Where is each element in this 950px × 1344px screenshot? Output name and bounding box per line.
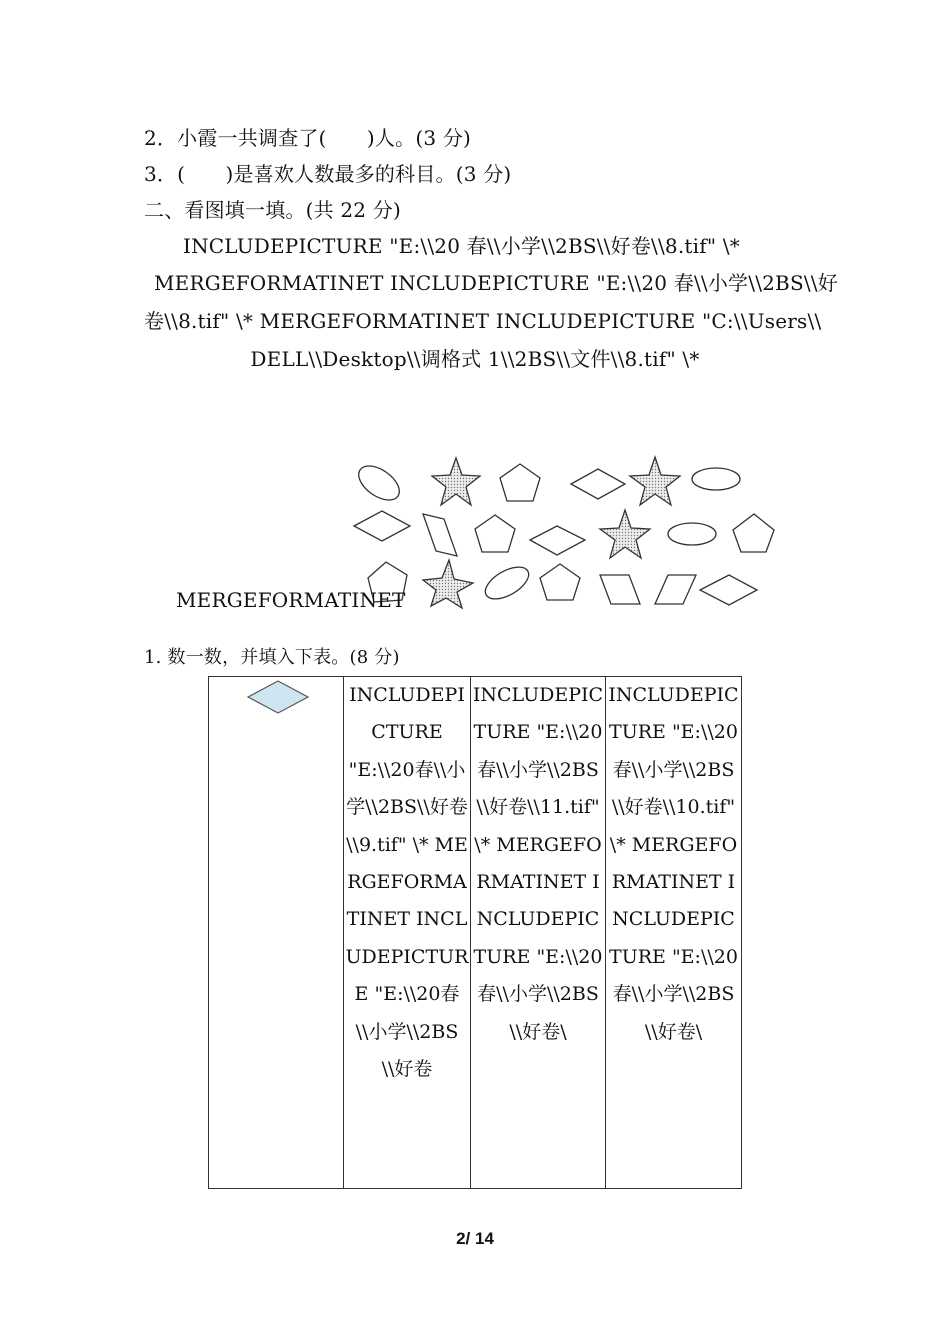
table-header-shape-cell bbox=[209, 677, 344, 1189]
pentagon-icon bbox=[475, 515, 515, 552]
table-cell bbox=[606, 677, 742, 1189]
rhombus-icon bbox=[530, 526, 585, 555]
star-icon bbox=[423, 560, 473, 608]
star-icon bbox=[600, 510, 650, 558]
ellipse-icon bbox=[480, 561, 534, 606]
page-number: 2/ 14 bbox=[456, 1229, 494, 1248]
star-icon bbox=[630, 457, 680, 505]
table-cell-text: INCLUDEPICTURE "E:\\20春\\小学\\2BS\\好卷\\11.tif" \* MERGEFORMATINET INCLUDEPICTURE "E:\\20春\\小学\\2BS\\好卷\ bbox=[472, 684, 604, 1043]
count-table bbox=[208, 676, 742, 1189]
question-3: 3．( )是喜欢人数最多的科目。(3 分) bbox=[144, 162, 512, 186]
pentagon-icon bbox=[733, 514, 774, 552]
rhombus-icon bbox=[209, 677, 344, 717]
parallelogram-icon bbox=[600, 575, 640, 604]
ellipse-icon bbox=[353, 459, 406, 507]
field-code-line-1: INCLUDEPICTURE "E:\\20 春\\小学\\2BS\\好卷\\8.tif" \* bbox=[183, 234, 740, 258]
table-row bbox=[209, 677, 742, 1189]
sub-question-1 bbox=[144, 646, 400, 670]
parallelogram-icon bbox=[655, 575, 696, 604]
sub-question-1-label: 1. 数一数，并填入下表。(8 分) bbox=[144, 647, 400, 668]
rhombus-icon bbox=[700, 575, 757, 605]
shapes-figure bbox=[0, 0, 950, 640]
table-cell bbox=[344, 677, 471, 1189]
table-cell-text: INCLUDEPICTURE "E:\\20春\\小学\\2BS\\好卷\\10.tif" \* MERGEFORMATINET INCLUDEPICTURE "E:\\20春\\小学\\2BS\\好卷\ bbox=[608, 684, 739, 1043]
question-2: 2．小霞一共调查了( )人。(3 分) bbox=[144, 126, 472, 150]
table-cell-text: INCLUDEPICTURE "E:\\20春\\小学\\2BS\\好卷\\9.tif" \* MERGEFORMATINET INCLUDEPICTURE "E:\\20春\\小学\\2BS\\好卷 bbox=[345, 684, 469, 1081]
star-icon bbox=[432, 458, 480, 505]
section-2-heading: 二、看图填一填。(共 22 分) bbox=[144, 198, 401, 222]
field-code-line-4: DELL\\Desktop\\调格式 1\\2BS\\文件\\8.tif" \* bbox=[250, 347, 700, 371]
rhombus-icon bbox=[571, 469, 625, 499]
parallelogram-icon bbox=[423, 514, 457, 556]
field-code-line-2: MERGEFORMATINET INCLUDEPICTURE "E:\\20 春\\小学\\2BS\\好 bbox=[154, 271, 838, 295]
ellipse-icon bbox=[668, 523, 716, 545]
ellipse-icon bbox=[692, 468, 740, 490]
pentagon-icon bbox=[540, 564, 580, 600]
field-code-line-3: 卷\\8.tif" \* MERGEFORMATINET INCLUDEPICTURE "C:\\Users\\ bbox=[144, 309, 822, 333]
rhombus-icon bbox=[354, 511, 410, 541]
merge-format-label: MERGEFORMATINET bbox=[176, 588, 406, 612]
pentagon-icon bbox=[500, 464, 540, 501]
table-cell bbox=[471, 677, 606, 1189]
